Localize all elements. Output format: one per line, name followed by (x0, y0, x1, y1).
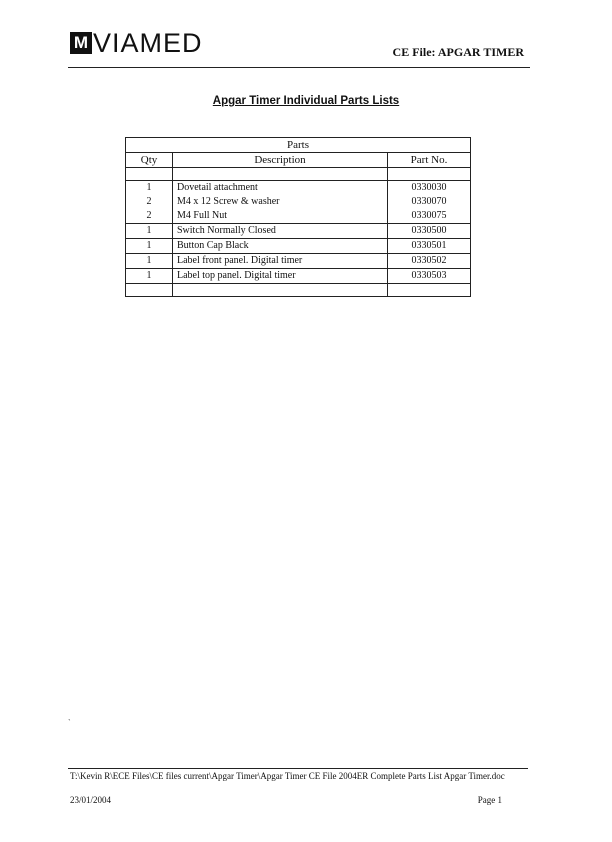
row-qty: 1 (126, 181, 173, 196)
row-part-no: 0330030 (388, 181, 471, 196)
logo-text: VIAMED (93, 28, 203, 58)
footer-page-number: Page 1 (477, 795, 502, 805)
footer-divider (68, 768, 528, 769)
stray-mark: ` (68, 718, 71, 727)
table-blank-row (126, 284, 471, 297)
header-divider (68, 67, 530, 68)
footer-date: 23/01/2004 (70, 795, 112, 805)
table-blank-row (126, 168, 471, 181)
row-description: M4 x 12 Screw & washer (173, 195, 388, 209)
row-qty: 1 (126, 239, 173, 254)
column-header-qty: Qty (126, 153, 173, 168)
table-row (126, 254, 471, 269)
row-qty: 2 (126, 209, 173, 224)
row-part-no: 0330502 (388, 254, 471, 269)
row-description: Dovetail attachment (173, 181, 388, 196)
row-description: Label top panel. Digital timer (173, 269, 388, 284)
row-description: Button Cap Black (173, 239, 388, 254)
document-title: Apgar Timer Individual Parts Lists (212, 95, 400, 107)
row-description: M4 Full Nut (173, 209, 388, 224)
table-row (126, 239, 471, 254)
row-description: Switch Normally Closed (173, 224, 388, 239)
company-logo (70, 28, 203, 58)
column-header-part-no: Part No. (388, 153, 471, 168)
row-qty: 1 (126, 224, 173, 239)
row-description: Label front panel. Digital timer (173, 254, 388, 269)
table-row (126, 181, 471, 196)
table-row (126, 269, 471, 284)
footer-file-path: T:\Kevin R\ECE Files\CE files current\Apgar Timer\Apgar Timer CE File 2004ER Complete Parts List Apgar Timer.doc (70, 771, 505, 781)
table-caption-row (126, 138, 471, 153)
row-qty: 1 (126, 254, 173, 269)
row-part-no: 0330075 (388, 209, 471, 224)
table-row (126, 195, 471, 209)
table-header-row (126, 153, 471, 168)
row-part-no: 0330503 (388, 269, 471, 284)
file-label: CE File: APGAR TIMER (392, 45, 524, 59)
row-part-no: 0330500 (388, 224, 471, 239)
column-header-description: Description (173, 153, 388, 168)
table-row (126, 224, 471, 239)
row-part-no: 0330070 (388, 195, 471, 209)
row-qty: 2 (126, 195, 173, 209)
parts-table (125, 137, 471, 297)
row-part-no: 0330501 (388, 239, 471, 254)
row-qty: 1 (126, 269, 173, 284)
table-caption: Parts (126, 138, 471, 153)
logo-mark: M (70, 32, 92, 54)
table-row (126, 209, 471, 224)
